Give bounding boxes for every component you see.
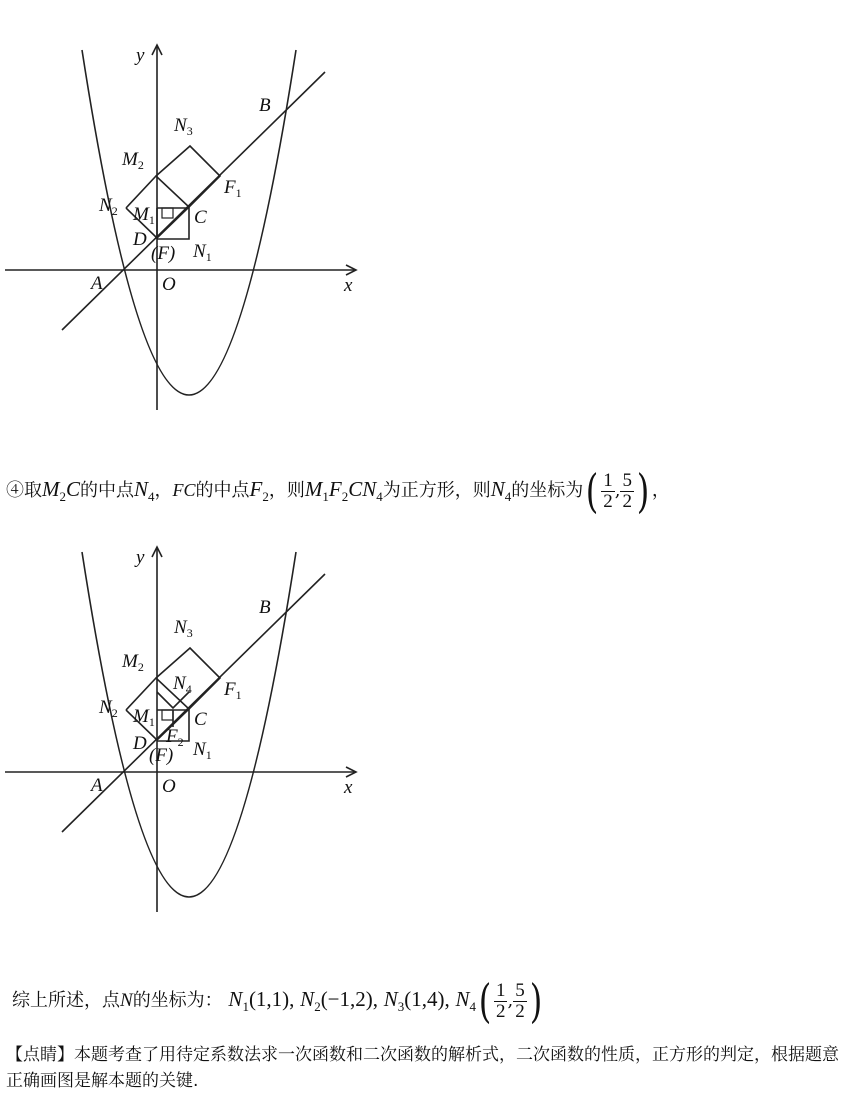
label-a: A (91, 273, 103, 294)
label-f1: $F_1$ (224, 679, 242, 702)
label-n1: $N_1$ (193, 241, 212, 264)
label-n1: $N_1$ (193, 739, 212, 762)
right-angle-mark (162, 208, 173, 218)
label-b: B (259, 597, 271, 618)
figure-1 (0, 40, 380, 460)
label-o: O (162, 274, 176, 295)
figure-1-graph (0, 40, 380, 460)
label-n4: $N_4$ (173, 673, 192, 696)
point-n1: $N_1(1,1)$, (228, 987, 295, 1014)
figure-2-graph (0, 542, 380, 962)
label-n3: $N_3$ (174, 115, 193, 138)
point-n3: $N_3(1,4)$, (383, 987, 450, 1014)
label-y: y (136, 45, 145, 66)
summary-line: 综上所述，点N的坐标为： $N_1(1,1)$, $N_2(-1,2)$, $N_3(1,4)$, $N_4$( $\frac{1}{2}$ , $\frac{5}{2}$ ) (12, 974, 542, 1028)
right-angle-mark (162, 710, 173, 720)
step-4-text: ④取$M_2C$的中点$N_4$，FC的中点$F_2$，则$M_1F_2CN_4$为正方形，则$N_4$的坐标为( $\frac{1}{2}$ , $\frac{5}{2}$ ) ， (6, 464, 670, 518)
label-b: B (259, 95, 271, 116)
label-n2: $N_2$ (99, 195, 118, 218)
label-a: A (91, 775, 103, 796)
label-o: O (162, 776, 176, 797)
label-y: y (136, 547, 145, 568)
label-x: x (344, 777, 353, 798)
point-n2: $N_2(-1,2)$, (300, 987, 379, 1014)
label-d: D (133, 733, 147, 754)
label-m1: $M_1$ (133, 204, 155, 227)
fraction-5-2: $\frac{5}{2}$ (622, 469, 632, 512)
label-x: x (344, 275, 353, 296)
fraction-1-2: $\frac{1}{2}$ (603, 469, 613, 512)
remark-paragraph: 【点睛】本题考查了用待定系数法求一次函数和二次函数的解析式，二次函数的性质，正方形的判定，根据题意正确画图是解本题的关键. (6, 1045, 839, 1092)
label-m2: $M_2$ (122, 651, 144, 674)
label-f1: $F_1$ (224, 177, 242, 200)
square-top (156, 146, 220, 207)
label-f: (F) (151, 243, 176, 264)
label-m1: $M_1$ (133, 706, 155, 729)
label-n2: $N_2$ (99, 697, 118, 720)
label-d: D (133, 229, 147, 250)
label-n3: $N_3$ (174, 617, 193, 640)
label-f: (F) (149, 745, 174, 766)
label-c: C (194, 207, 207, 228)
figure-2 (0, 542, 380, 962)
label-c: C (194, 709, 207, 730)
point-n4: $N_4$ (455, 987, 477, 1014)
label-f2: $F_2$ (166, 726, 184, 749)
label-m2: $M_2$ (122, 149, 144, 172)
